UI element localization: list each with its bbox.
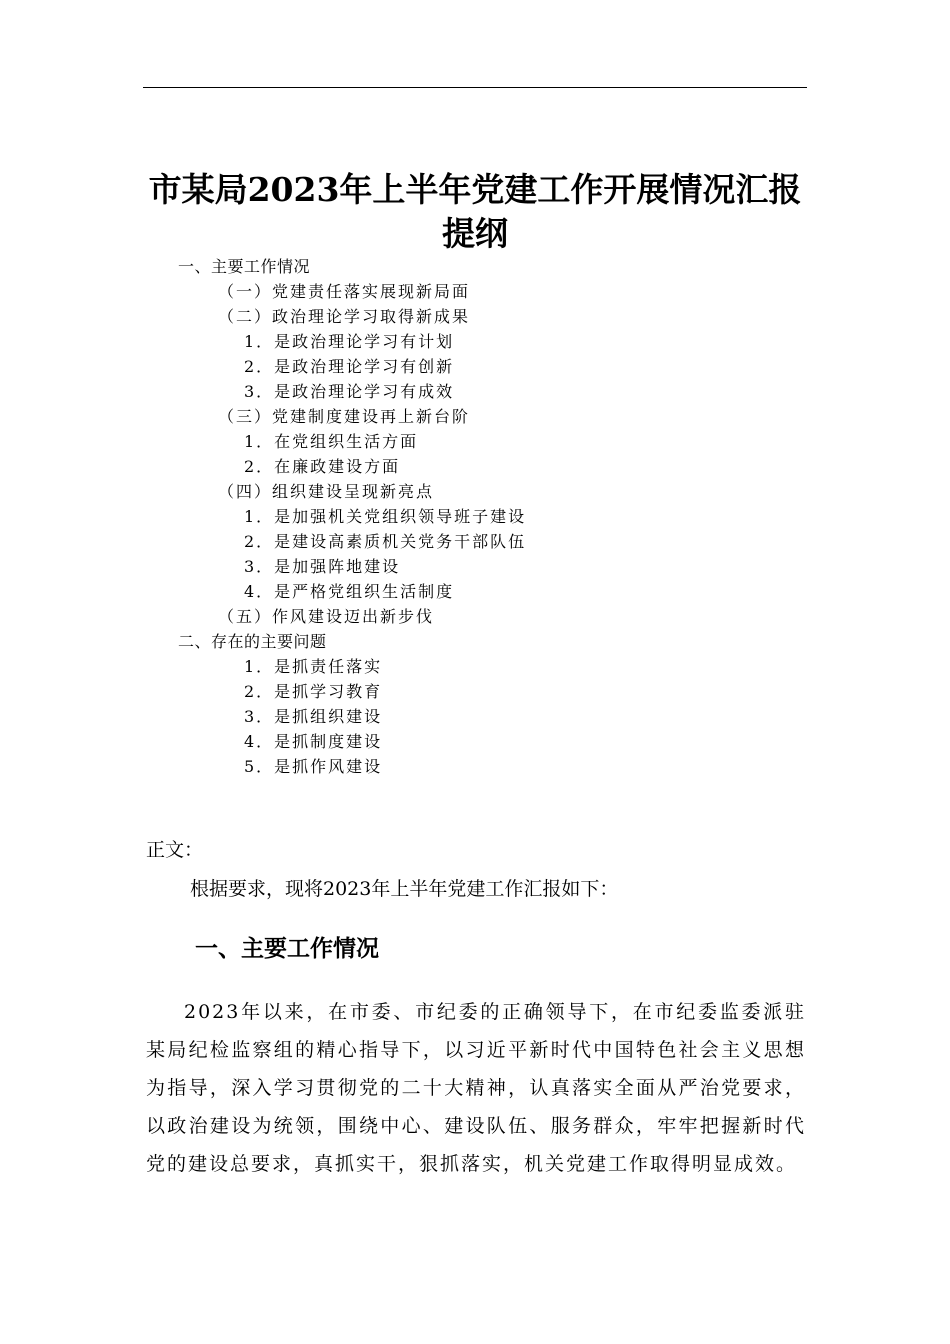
document-title — [143, 168, 807, 256]
outline-heading: 一、主要工作情况 — [178, 257, 311, 276]
outline-subheading: （五）作风建设迈出新步伐 — [218, 607, 435, 626]
outline-item: 2．是抓学习教育 — [244, 682, 383, 701]
outline-item: 4．是抓制度建设 — [244, 732, 383, 751]
outline-item: 3．是抓组织建设 — [244, 707, 383, 726]
outline-item: 1．是政治理论学习有计划 — [244, 332, 455, 351]
outline-item: 3．是政治理论学习有成效 — [244, 382, 455, 401]
outline-item: 2．在廉政建设方面 — [244, 457, 401, 476]
title-line-2: 提纲 — [442, 214, 508, 253]
outline-subheading: （四）组织建设呈现新亮点 — [218, 482, 435, 501]
section-heading: 一、主要工作情况 — [195, 936, 379, 962]
outline-item: 2．是建设高素质机关党务干部队伍 — [244, 532, 527, 551]
outline-subheading: （三）党建制度建设再上新台阶 — [218, 407, 471, 426]
outline-heading: 二、存在的主要问题 — [178, 632, 327, 651]
outline-item: 3．是加强阵地建设 — [244, 557, 401, 576]
intro-sentence: 根据要求，现将2023年上半年党建工作汇报如下： — [190, 878, 619, 900]
outline-item: 2．是政治理论学习有创新 — [244, 357, 455, 376]
outline-item: 1．是抓责任落实 — [244, 657, 383, 676]
outline-item: 1．是加强机关党组织领导班子建设 — [244, 507, 527, 526]
body-paragraph: 2023年以来，在市委、市纪委的正确领导下，在市纪委监委派驻某局纪检监察组的精心指导下，以习近平新时代中国特色社会主义思想为指导，深入学习贯彻党的二十大精神，认真落实全面从严治党要求，以政治建设为统领，围绕中心、建设队伍、服务群众，牢牢把握新时代党的建设总要求，真抓实干，狠抓落实，机关党建工作取得明显成效。 — [146, 1001, 806, 1175]
header-rule — [143, 87, 807, 88]
outline-subheading: （一）党建责任落实展现新局面 — [218, 282, 471, 301]
outline-item: 1．在党组织生活方面 — [244, 432, 419, 451]
body-label: 正文： — [146, 839, 204, 861]
outline-item: 5．是抓作风建设 — [244, 757, 383, 776]
outline-subheading: （二）政治理论学习取得新成果 — [218, 307, 471, 326]
title-line-1: 市某局2023年上半年党建工作开展情况汇报 — [148, 170, 802, 209]
outline-item: 4．是严格党组织生活制度 — [244, 582, 455, 601]
